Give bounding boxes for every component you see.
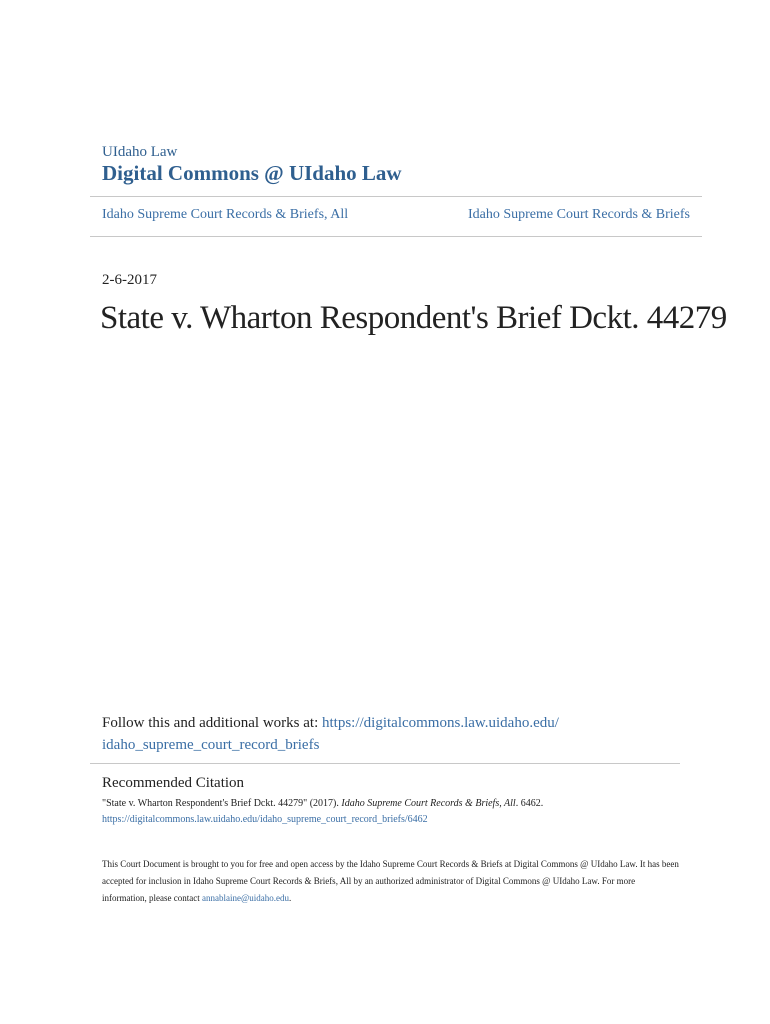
follow-url-line2: idaho_supreme_court_record_briefs [102,737,320,753]
repository-title-link[interactable]: Digital Commons @ UIdaho Law [102,161,402,185]
notice-text: This Court Document is brought to you for free and open access by the Idaho Supreme Court Records & Briefs at Digital Commons @ UIdaho Law. It has been accepted for inclusion in Idaho Supreme Court Records & Briefs, All by an authorized administrator of Digital Commons @ UIdaho Law. For more information, please contact [102,859,679,903]
notice-end: . [288,893,292,903]
citation-heading: Recommended Citation [102,775,245,791]
institution-link[interactable]: UIdaho Law [102,144,178,160]
citation-url-link[interactable]: https://digitalcommons.law.uidaho.edu/idaho_supreme_court_record_briefs/6462 [102,814,428,825]
follow-prefix: Follow this and additional works at: [102,715,322,731]
document-date: 2-6-2017 [102,272,157,288]
citation-divider [90,763,680,764]
document-title: State v. Wharton Respondent's Brief Dckt. 44279 [100,300,727,336]
citation-plain: "State v. Wharton Respondent's Brief Dckt. 44279" (2017). [102,798,342,809]
follow-section [102,712,702,756]
header-divider-top [90,196,702,197]
collection-link[interactable]: Idaho Supreme Court Records & Briefs [467,207,690,222]
header-divider-bottom [90,236,702,237]
citation-italic: Idaho Supreme Court Records & Briefs, All [341,798,516,809]
collection-link-all[interactable]: Idaho Supreme Court Records & Briefs, All [102,207,349,222]
citation-end: . 6462. [515,798,544,809]
citation-text [102,796,702,828]
follow-url-line1: https://digitalcommons.law.uidaho.edu/ [321,715,559,731]
access-notice [102,856,682,907]
contact-email-link[interactable]: annablaine@uidaho.edu [201,893,289,903]
